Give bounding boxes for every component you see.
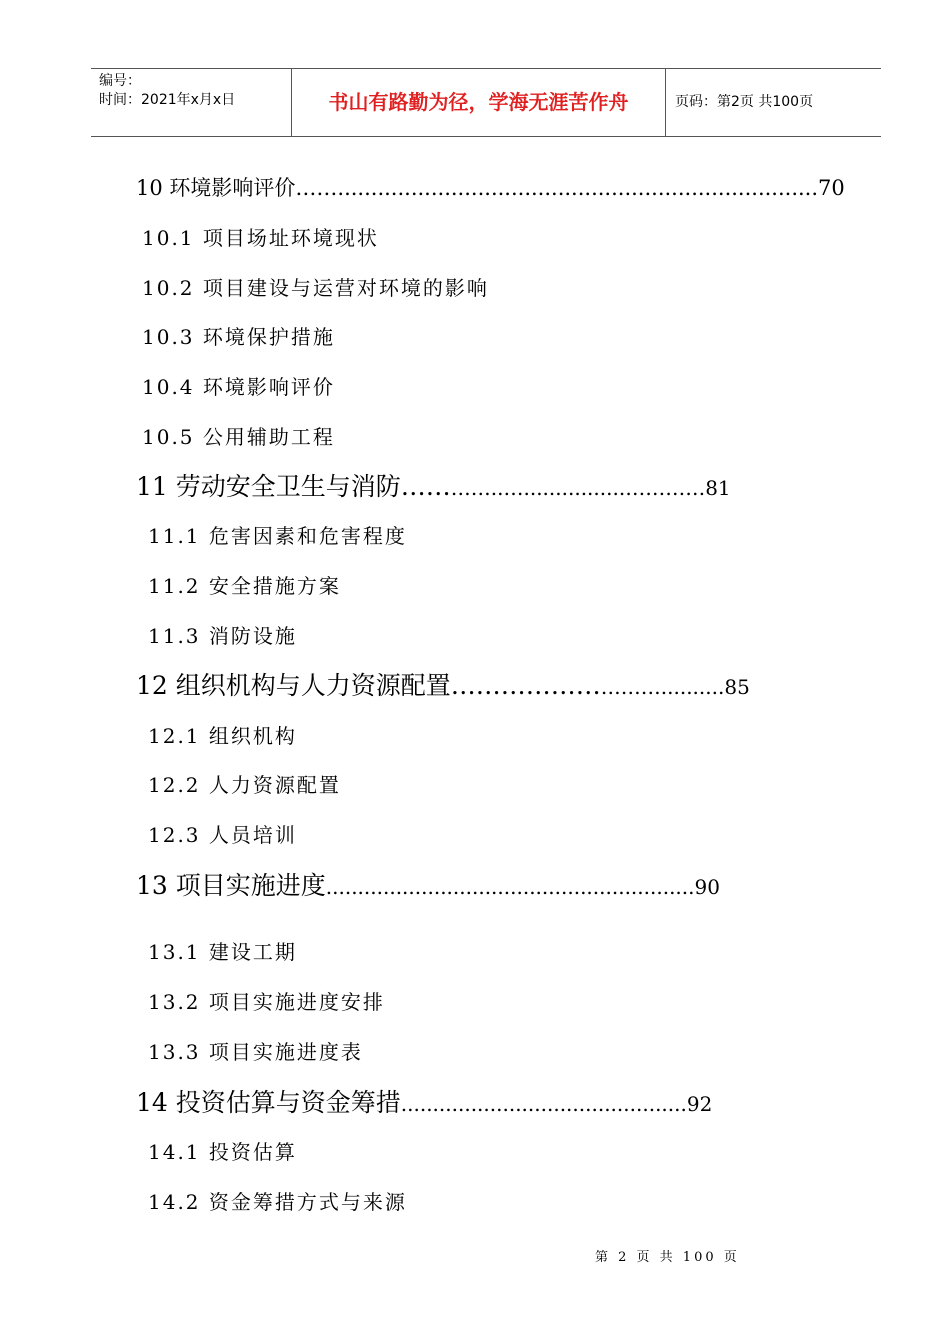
- document-header: [91, 68, 881, 137]
- toc-entry-10-2: 10.2 项目建设与运营对环境的影响: [142, 276, 489, 300]
- header-motto: 书山有路勤为径，学海无涯苦作舟: [292, 69, 666, 136]
- toc-entry-13-2: 13.2 项目实施进度安排: [148, 990, 385, 1014]
- toc-entry-14-2: 14.2 资金筹措方式与来源: [148, 1190, 407, 1214]
- toc-page: 70: [818, 176, 845, 200]
- toc-entry-13-1: 13.1 建设工期: [148, 940, 297, 964]
- time-label: 时间：2021年x月x日: [99, 92, 236, 108]
- toc-leader: ……..…................…………: [450, 476, 706, 500]
- toc-title: 11 劳动安全卫生与消防……: [136, 472, 451, 501]
- toc-entry-11-3: 11.3 消防设施: [148, 624, 297, 648]
- toc-entry-13: [136, 866, 720, 902]
- toc-leader: ..........................................................: [325, 875, 695, 899]
- toc-entry-13-3: 13.3 项目实施进度表: [148, 1040, 363, 1064]
- toc-page: 92: [686, 1092, 713, 1116]
- toc-entry-14: [136, 1083, 712, 1119]
- toc-entry-14-1: 14.1 投资估算: [148, 1140, 297, 1164]
- toc-page: 85: [724, 675, 750, 699]
- toc-entry-11-1: 11.1 危害因素和危害程度: [148, 524, 407, 548]
- header-meta: [91, 69, 292, 136]
- toc-entry-11: [136, 467, 731, 503]
- toc-entry-12-2: 12.2 人力资源配置: [148, 773, 341, 797]
- toc-entry-11-2: 11.2 安全措施方案: [148, 574, 341, 598]
- toc-leader: .............................................: [400, 1092, 687, 1116]
- toc-title: 13 项目实施进度: [136, 871, 326, 900]
- toc-entry-10-4: 10.4 环境影响评价: [142, 375, 335, 399]
- toc-entry-12: [136, 666, 750, 702]
- toc-entry-10-1: 10.1 项目场址环境现状: [142, 226, 379, 250]
- toc-entry-10: [136, 172, 845, 202]
- toc-entry-10-5: 10.5 公用辅助工程: [142, 425, 335, 449]
- toc-title: 12 组织机构与人力资源配置………………: [136, 671, 601, 700]
- header-page-info: 页码：第2页 共100页: [675, 94, 814, 110]
- code-label: 编号：: [99, 73, 141, 89]
- page-number-footer: 第 2 页 共 100 页: [595, 1250, 740, 1265]
- toc-entry-12-1: 12.1 组织机构: [148, 724, 297, 748]
- toc-leader: ………..........: [600, 675, 725, 699]
- toc-title: 14 投资估算与资金筹措: [136, 1088, 401, 1117]
- toc-title: 10 环境影响评价……: [136, 176, 338, 200]
- toc-entry-12-3: 12.3 人员培训: [148, 823, 297, 847]
- toc-page: 81: [705, 476, 731, 500]
- toc-entry-10-3: 10.3 环境保护措施: [142, 325, 335, 349]
- toc-page: 90: [694, 875, 720, 899]
- toc-leader: ........................................................................: [337, 176, 819, 200]
